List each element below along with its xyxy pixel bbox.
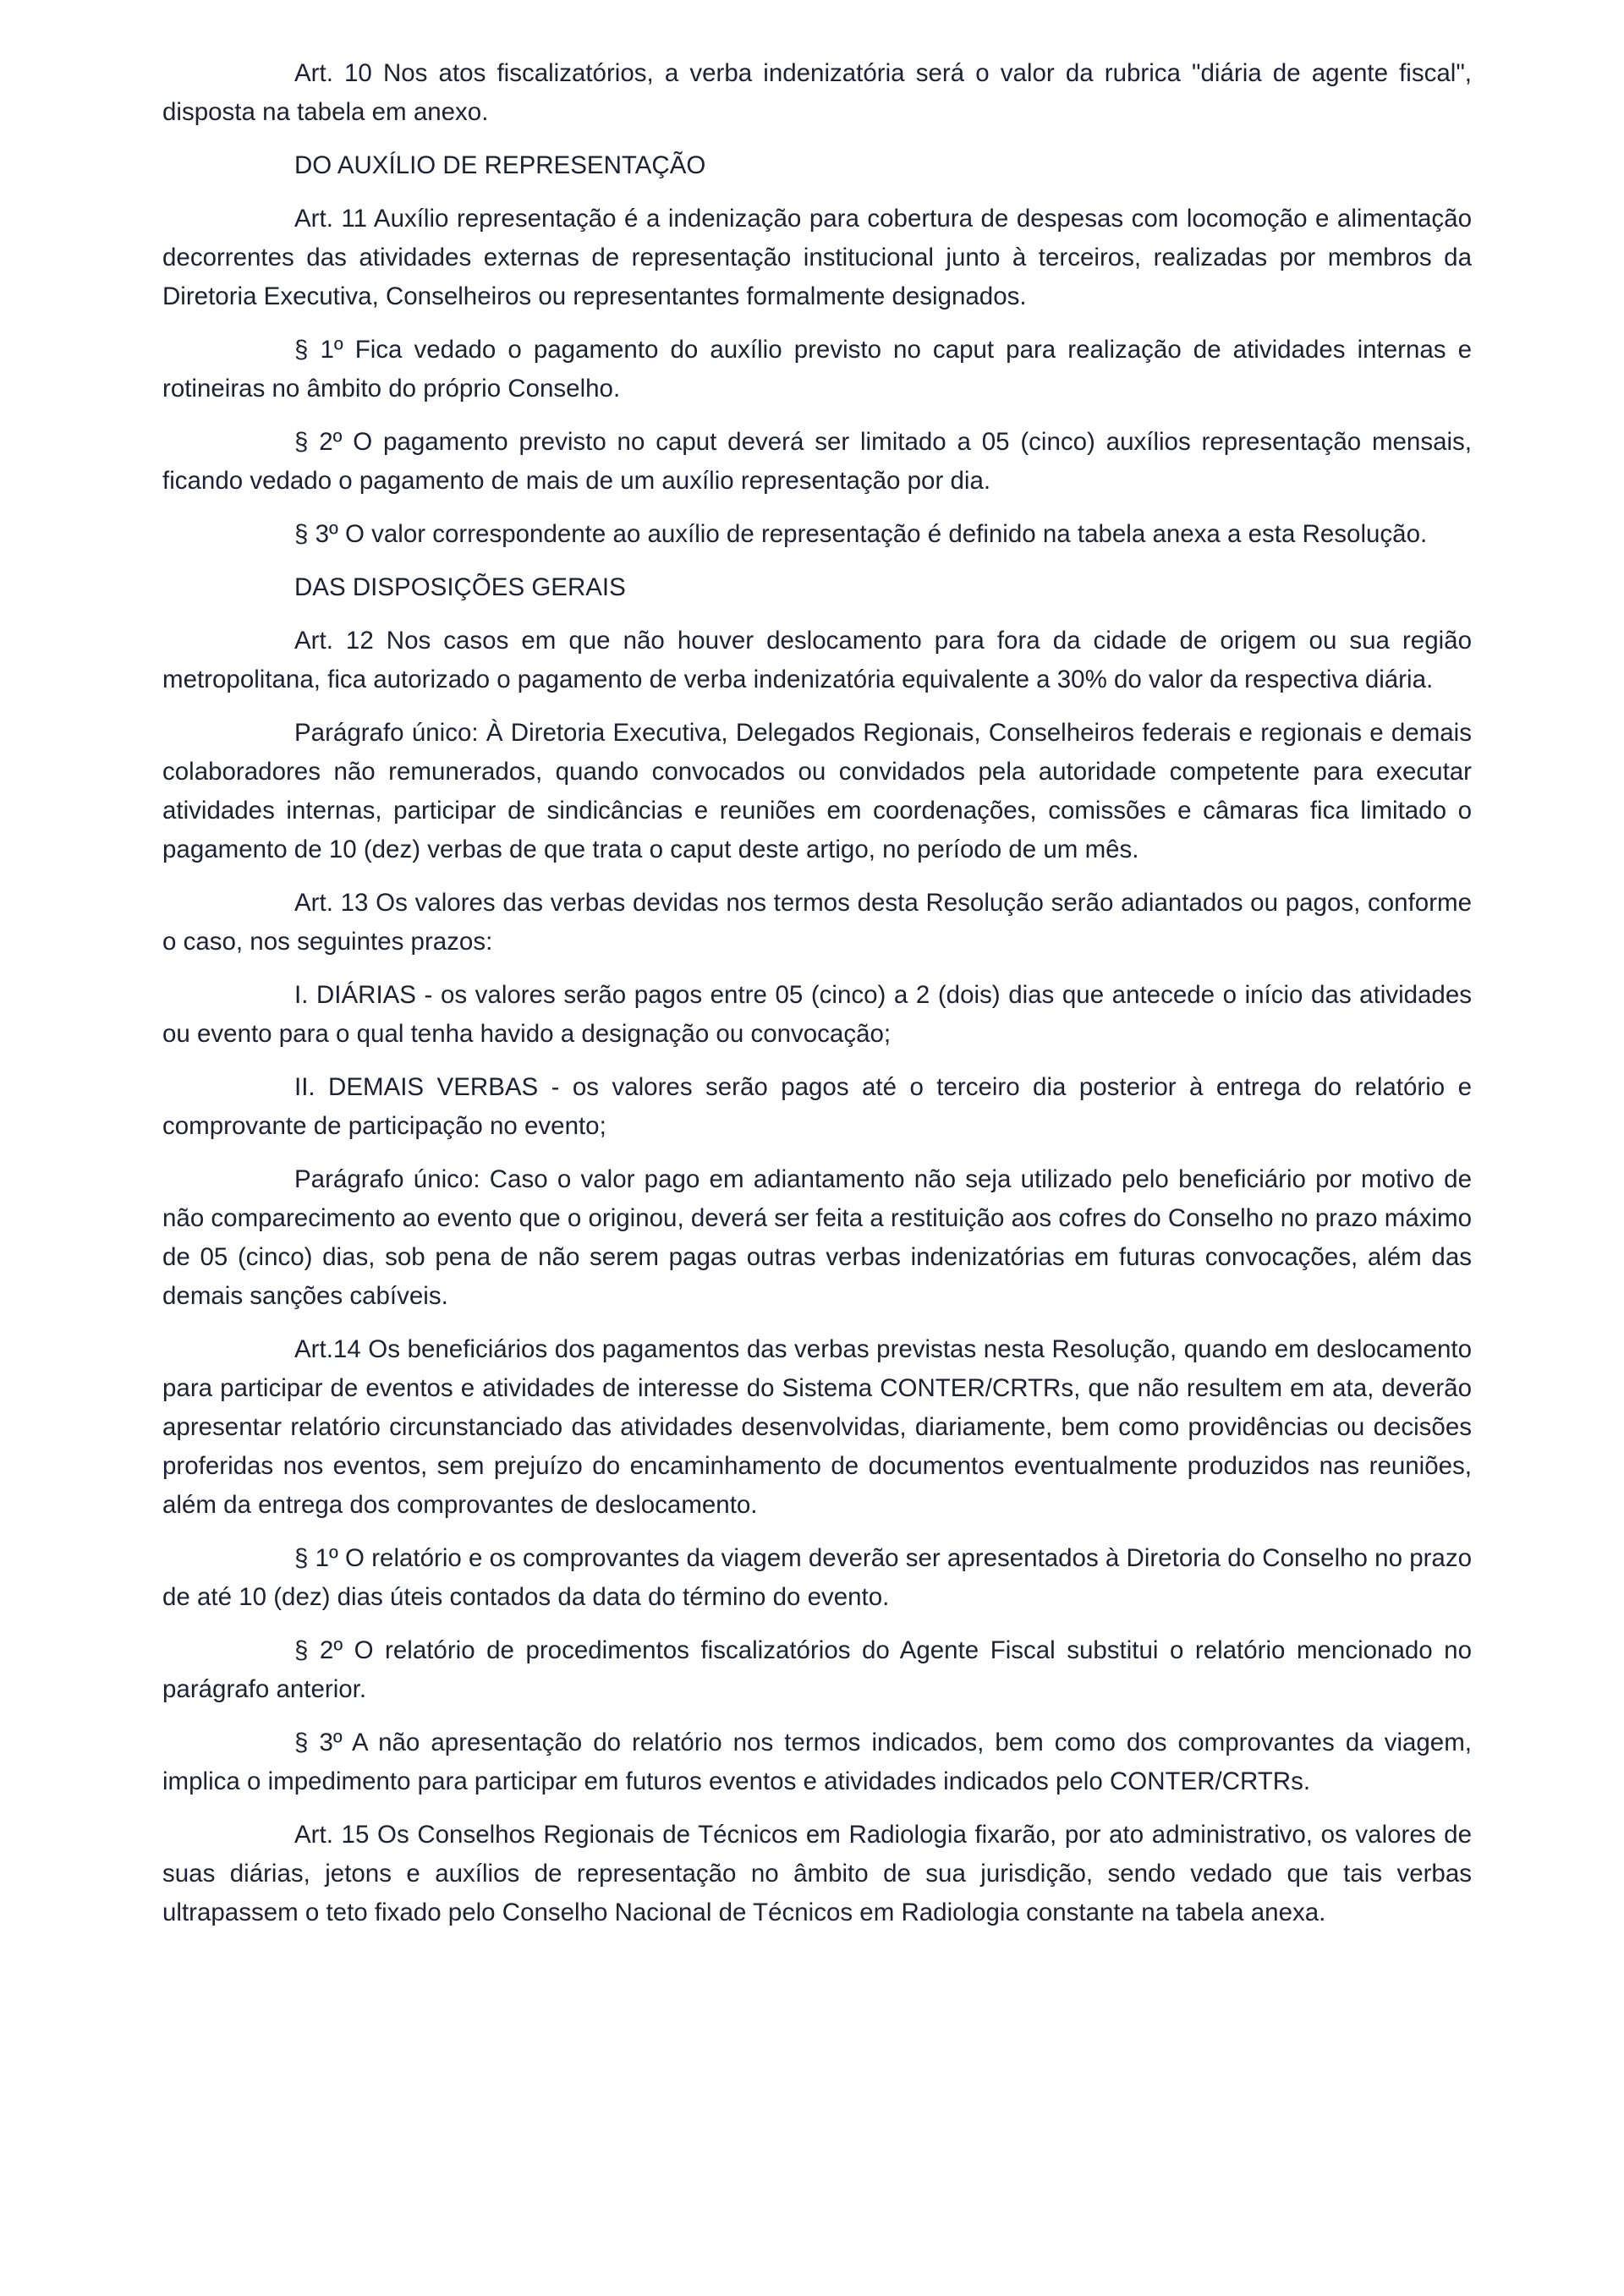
paragraph-art-13-item-2: II. DEMAIS VERBAS - os valores serão pagos até o terceiro dia posterior à entrega do relatório e comprovante de participação no evento; xyxy=(162,1073,1472,1140)
paragraph-art-11-par-2: § 2º O pagamento previsto no caput deverá ser limitado a 05 (cinco) auxílios representação mensais, ficando vedado o pagamento de mais de um auxílio representação por dia. xyxy=(162,428,1472,495)
section-heading-disposicoes-gerais: DAS DISPOSIÇÕES GERAIS xyxy=(294,573,626,601)
paragraph-art-11-par-1: § 1º Fica vedado o pagamento do auxílio previsto no caput para realização de atividades internas e rotineiras no âmbito do próprio Conselho. xyxy=(162,336,1472,403)
paragraph-art-14-par-2: § 2º O relatório de procedimentos fiscalizatórios do Agente Fiscal substitui o relatório mencionado no parágrafo anterior. xyxy=(162,1636,1472,1703)
document-page xyxy=(162,54,1472,1947)
paragraph-art-12-paragrafo-unico: Parágrafo único: À Diretoria Executiva, Delegados Regionais, Conselheiros federais e regionais e demais colaboradores não remunerados, quando convocados ou convidados pela autoridade competente para executar atividades internas, participar de sindicâncias e reuniões em coordenações, comissões e câmaras fica limitado o pagamento de 10 (dez) verbas de que trata o caput deste artigo, no período de um mês. xyxy=(162,719,1472,863)
paragraph-art-13-paragrafo-unico: Parágrafo único: Caso o valor pago em adiantamento não seja utilizado pelo beneficiário por motivo de não comparecimento ao evento que o originou, deverá ser feita a restituição aos cofres do Conselho no prazo máximo de 05 (cinco) dias, sob pena de não serem pagas outras verbas indenizatórias em futuras convocações, além das demais sanções cabíveis. xyxy=(162,1165,1473,1310)
paragraph-art-12: Art. 12 Nos casos em que não houver deslocamento para fora da cidade de origem ou sua região metropolitana, fica autorizado o pagamento de verba indenizatória equivalente a 30% do valor da respectiva diária. xyxy=(162,627,1472,693)
paragraph-art-14-par-3: § 3º A não apresentação do relatório nos termos indicados, bem como dos comprovantes da viagem, implica o impedimento para participar em futuros eventos e atividades indicados pelo CONTER/CRTRs. xyxy=(162,1729,1472,1795)
paragraph-art-11-par-3: § 3º O valor correspondente ao auxílio de representação é definido na tabela anexa a esta Resolução. xyxy=(294,520,1428,548)
paragraph-art-13-item-1: I. DIÁRIAS - os valores serão pagos entre 05 (cinco) a 2 (dois) dias que antecede o início das atividades ou evento para o qual tenha havido a designação ou convocação; xyxy=(162,981,1472,1048)
paragraph-art-14: Art.14 Os beneficiários dos pagamentos das verbas previstas nesta Resolução, quando em deslocamento para participar de eventos e atividades de interesse do Sistema CONTER/CRTRs, que não resultem em ata, deverão apresentar relatório circunstanciado das atividades desenvolvidas, diariamente, bem como providências ou decisões proferidas nos eventos, sem prejuízo do encaminhamento de documentos eventualmente produzidos nas reuniões, além da entrega dos comprovantes de deslocamento. xyxy=(162,1335,1472,1519)
paragraph-art-11: Art. 11 Auxílio representação é a indenização para cobertura de despesas com locomoção e alimentação decorrentes das atividades externas de representação institucional junto à terceiros, realizadas por membros da Diretoria Executiva, Conselheiros ou representantes formalmente designados. xyxy=(162,205,1472,310)
paragraph-art-14-par-1: § 1º O relatório e os comprovantes da viagem deverão ser apresentados à Diretoria do Conselho no prazo de até 10 (dez) dias úteis contados da data do término do evento. xyxy=(162,1544,1472,1611)
paragraph-art-15: Art. 15 Os Conselhos Regionais de Técnicos em Radiologia fixarão, por ato administrativo, os valores de suas diárias, jetons e auxílios de representação no âmbito de sua jurisdição, sendo vedado que tais verbas ultrapassem o teto fixado pelo Conselho Nacional de Técnicos em Radiologia constante na tabela anexa. xyxy=(162,1821,1472,1926)
paragraph-art-10: Art. 10 Nos atos fiscalizatórios, a verba indenizatória será o valor da rubrica "diária de agente fiscal", disposta na tabela em anexo. xyxy=(162,59,1472,126)
section-heading-auxilio-representacao: DO AUXÍLIO DE REPRESENTAÇÃO xyxy=(294,151,706,179)
paragraph-art-13: Art. 13 Os valores das verbas devidas nos termos desta Resolução serão adiantados ou pagos, conforme o caso, nos seguintes prazos: xyxy=(162,889,1472,956)
